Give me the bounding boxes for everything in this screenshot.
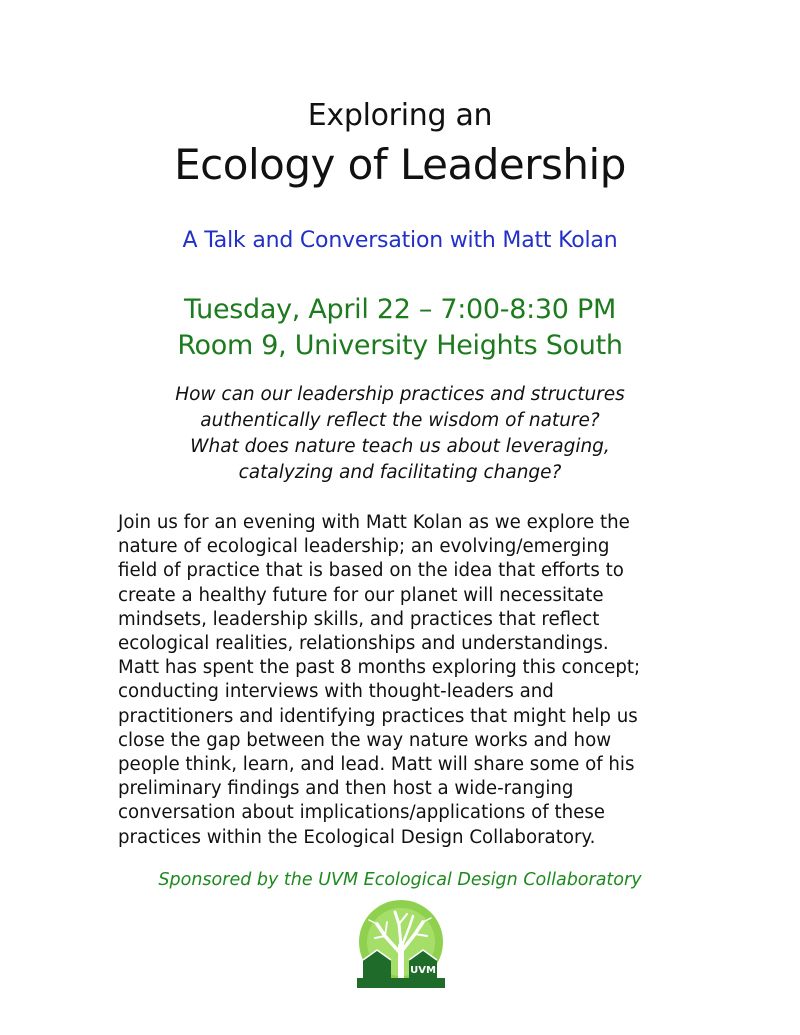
- event-date-time: Tuesday, April 22 – 7:00-8:30 PM: [184, 294, 616, 325]
- title-line-2: Ecology of Leadership: [174, 140, 626, 189]
- logo-text: UVM: [410, 965, 436, 976]
- title-line-1: Exploring an: [307, 98, 493, 133]
- description-paragraph: [118, 511, 678, 850]
- description-line: create a healthy future for our planet will necessitate: [118, 584, 604, 606]
- description-line: mindsets, leadership skills, and practices that reflect: [118, 608, 600, 630]
- event-location: Room 9, University Heights South: [177, 330, 623, 361]
- subtitle: A Talk and Conversation with Matt Kolan: [182, 228, 618, 253]
- question-line: What does nature teach us about leveraging,: [190, 436, 610, 457]
- question-line: How can our leadership practices and structures: [175, 384, 625, 405]
- questions-block: [120, 382, 680, 486]
- description-line: field of practice that is based on the idea that efforts to: [118, 560, 624, 582]
- tree-logo-icon: [355, 898, 447, 990]
- description-line: conducting interviews with thought-leaders and: [118, 681, 554, 703]
- question-line: catalyzing and facilitating change?: [238, 462, 562, 483]
- sponsor-line: Sponsored by the UVM Ecological Design Collaboratory: [158, 870, 642, 890]
- description-line: practices within the Ecological Design Collaboratory.: [118, 826, 596, 848]
- description-line: practitioners and identifying practices that might help us: [118, 705, 638, 727]
- question-line: authentically reflect the wisdom of nature?: [200, 410, 600, 431]
- description-line: preliminary findings and then host a wide-ranging: [118, 778, 574, 800]
- description-line: nature of ecological leadership; an evolving/emerging: [118, 536, 610, 558]
- description-line: close the gap between the way nature works and how: [118, 729, 612, 751]
- description-line: ecological realities, relationships and understandings.: [118, 633, 609, 655]
- description-line: Matt has spent the past 8 months exploring this concept;: [118, 657, 641, 679]
- description-line: conversation about implications/applications of these: [118, 802, 605, 824]
- description-line: people think, learn, and lead. Matt will share some of his: [118, 754, 635, 776]
- description-line: Join us for an evening with Matt Kolan as we explore the: [118, 512, 630, 533]
